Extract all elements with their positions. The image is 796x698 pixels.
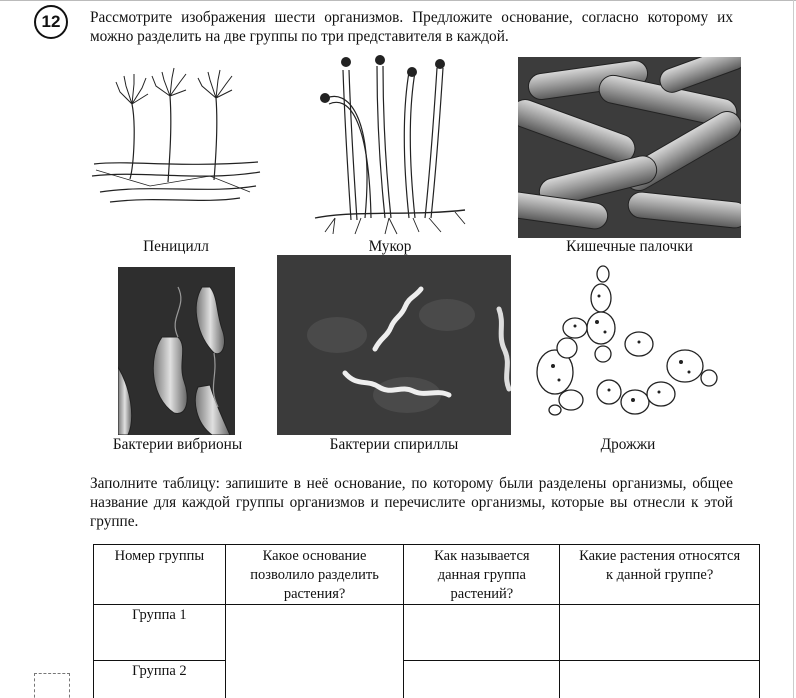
caption-mucor: Мукор [368,238,412,255]
e-coli-micrograph [518,57,741,238]
caption-yeast: Дрожжи [600,436,656,453]
answer-box-marker [34,673,70,698]
row-label-group-1: Группа 1 [94,605,226,661]
task-prompt: Рассмотрите изображения шести организмов. Предложите основание, согласно которому их можно разделить на две группы по три представителя в каждой. [90,9,733,45]
basis-answer-cell[interactable] [225,605,404,698]
group-2-members-cell[interactable] [560,661,760,698]
caption-spirillum: Бактерии спириллы [329,436,459,453]
spirillum-micrograph [277,255,511,435]
question-number-badge: 12 [34,5,68,39]
header-members: Какие растения относятся к данной группе? [560,545,760,605]
header-basis: Какое основание позволило разделить растения? [225,545,404,605]
group-2-name-cell[interactable] [404,661,560,698]
vibrio-micrograph [118,267,235,435]
header-group-name: Как называется данная группа растений? [404,545,560,605]
row-label-group-2: Группа 2 [94,661,226,698]
yeast-drawing [535,262,721,422]
mucor-drawing [305,50,475,236]
table-header-row [94,545,760,605]
table-instruction: Заполните таблицу: запишите в неё основание, по которому были разделены организмы, общее название для каждой группы организмов и перечислите организмы, которые вы отнесли к этой группе. [90,475,733,530]
top-border [0,0,796,1]
caption-vibrio: Бактерии вибрионы [112,436,243,453]
right-border [793,0,794,698]
header-group-number: Номер группы [94,545,226,605]
table-row [94,605,760,661]
caption-e-coli: Кишечные палочки [566,238,693,255]
table-row [94,661,760,698]
group-1-members-cell[interactable] [560,605,760,661]
penicillium-drawing [90,64,262,214]
answer-table [93,544,760,698]
group-1-name-cell[interactable] [404,605,560,661]
caption-penicillium: Пеницилл [143,238,209,255]
